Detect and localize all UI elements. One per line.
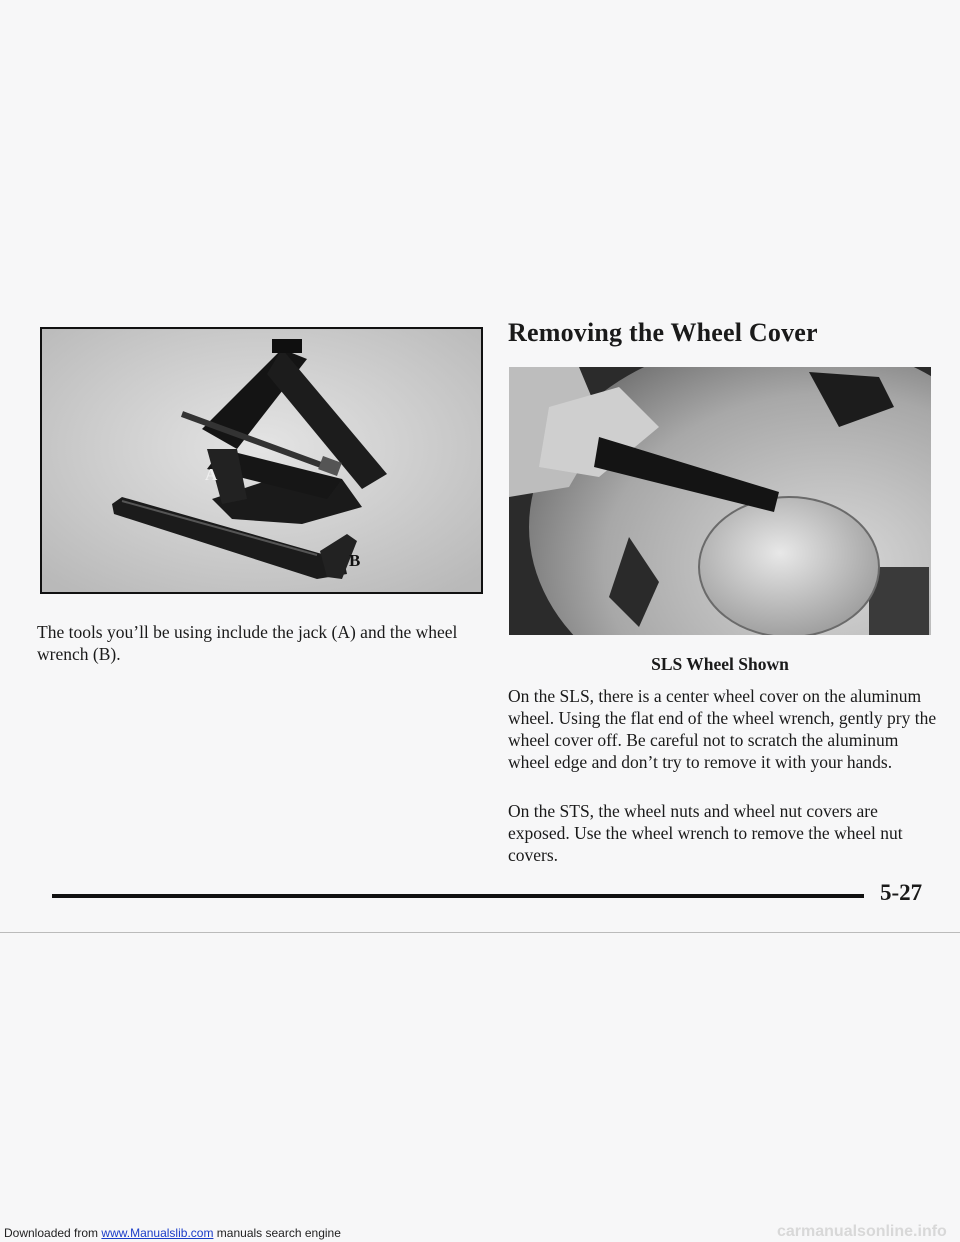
page-number: 5-27 xyxy=(880,880,923,905)
footer-prefix: Downloaded from xyxy=(4,1226,99,1240)
manualslib-link[interactable]: www.Manualslib.com xyxy=(101,1226,214,1240)
jack-label-a: A xyxy=(205,465,218,484)
jack-wrench-illustration xyxy=(42,329,481,592)
sts-paragraph: On the STS, the wheel nuts and wheel nut covers are exposed. Use the wheel wrench to remove the wheel nut covers. xyxy=(508,801,903,865)
scan-line xyxy=(0,932,960,933)
tools-description: The tools you’ll be using include the jack (A) and the wheel wrench (B). xyxy=(37,622,458,664)
wheel-cover-illustration xyxy=(509,367,931,635)
wheel-cover-photo xyxy=(509,367,931,635)
watermark: carmanualsonline.info xyxy=(777,1223,947,1240)
sls-paragraph: On the SLS, there is a center wheel cover on the aluminum wheel. Using the flat end of the wheel wrench, gently pry the wheel cover off. Be careful not to scratch the aluminum wheel edge and don’t try to remove it with your hands. xyxy=(508,686,937,772)
download-footer xyxy=(4,1226,341,1240)
figure-caption: SLS Wheel Shown xyxy=(651,654,789,674)
wrench-label-b: B xyxy=(349,551,361,570)
jack-and-wrench-photo xyxy=(40,327,483,594)
page-rule xyxy=(52,894,864,898)
footer-suffix: manuals search engine xyxy=(216,1226,341,1240)
section-title: Removing the Wheel Cover xyxy=(508,318,818,347)
